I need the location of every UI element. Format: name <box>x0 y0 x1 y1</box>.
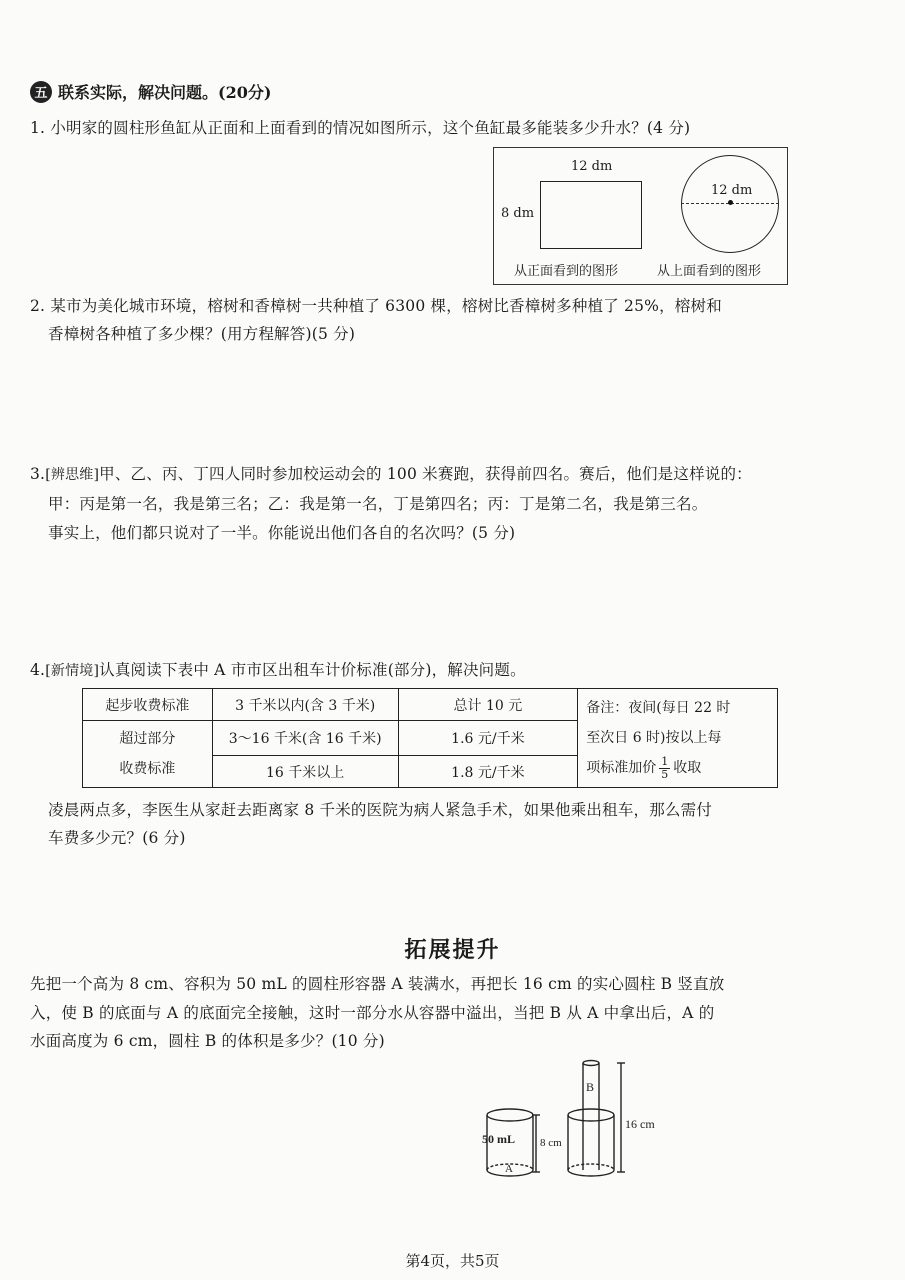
diameter-label: 12 dm <box>711 183 753 198</box>
question-4-tag: [新情境] <box>45 663 100 679</box>
question-3-line-2: 甲：丙是第一名，我是第三名；乙：我是第一名，丁是第四名；丙：丁是第二名，我是第三名。 <box>48 495 708 513</box>
question-4-intro-text: 认真阅读下表中 A 市市区出租车计价标准(部分)，解决问题。 <box>99 661 526 679</box>
table-cell: 3～16 千米(含 16 千米) <box>212 721 398 756</box>
table-cell <box>83 721 213 788</box>
page-footer: 第4页，共5页 <box>405 1252 500 1270</box>
a-height-label: 8 cm <box>540 1137 562 1149</box>
top-view-caption: 从上面看到的图形 <box>657 264 762 279</box>
question-4-number: 4. <box>30 661 46 679</box>
extension-title: 拓展提升 <box>404 937 501 963</box>
taxi-fare-table <box>82 688 778 788</box>
extension-line-2: 入，使 B 的底面与 A 的底面完全接触，这时一部分水从容器中溢出，当把 B 从 A 中拿出后，A 的 <box>30 1004 715 1022</box>
question-3-number: 3. <box>30 465 46 483</box>
cylinders-figure <box>470 1058 670 1188</box>
note-line-3 <box>586 753 769 783</box>
cylinder-b-label: B <box>586 1080 595 1094</box>
question-3-line-1 <box>30 458 800 492</box>
front-view-rectangle <box>540 181 642 249</box>
question-2-line-1: 2. 某市为美化城市环境，榕树和香樟树一共种植了 6300 棵，榕树比香樟树多种植了 25%，榕树和 <box>30 297 722 315</box>
container-a-top <box>487 1109 533 1121</box>
fraction-numerator: 1 <box>661 754 669 768</box>
question-1-text: 1. 小明家的圆柱形鱼缸从正面和上面看到的情况如图所示，这个鱼缸最多能装多少升水？(4 分) <box>30 119 691 137</box>
table-cell-line: 超过部分 <box>119 731 176 747</box>
note-line-3-prefix: 项标准加价 <box>586 760 657 776</box>
question-3-text: 甲、乙、丙、丁四人同时参加校运动会的 100 米赛跑，获得前四名。赛后，他们是这样说的： <box>99 465 752 483</box>
table-cell: 1.6 元/千米 <box>398 721 578 756</box>
note-line-2: 至次日 6 时)按以上每 <box>586 730 722 746</box>
question-4-line-1: 凌晨两点多，李医生从家赶去距离家 8 千米的医院为病人紧急手术，如果他乘出租车，那么需付 <box>48 801 713 819</box>
rect-width-label: 12 dm <box>571 159 613 174</box>
circle-center-dot <box>728 200 733 205</box>
question-4-intro <box>30 654 800 688</box>
b-height-label: 16 cm <box>625 1117 655 1131</box>
table-note-cell <box>578 689 778 788</box>
rect-height-label: 8 dm <box>501 206 535 221</box>
section-number-badge: 五 <box>30 81 52 103</box>
table-cell: 16 千米以上 <box>212 756 398 788</box>
extension-line-3: 水面高度为 6 cm，圆柱 B 的体积是多少？(10 分) <box>30 1032 385 1050</box>
note-line-1: 备注：夜间(每日 22 时 <box>586 700 731 716</box>
fraction-one-fifth <box>659 756 670 781</box>
question-2-line-2: 香樟树各种植了多少棵？(用方程解答)(5 分) <box>48 325 356 343</box>
note-line-3-suffix: 收取 <box>673 760 702 776</box>
section-header <box>30 80 271 103</box>
volume-label: 50 mL <box>482 1132 515 1146</box>
question-3-line-3: 事实上，他们都只说对了一半。你能说出他们各自的名次吗？(5 分) <box>48 524 516 542</box>
table-cell-line: 收费标准 <box>119 761 176 777</box>
section-title: 联系实际，解决问题。(20分) <box>58 83 272 102</box>
extension-line-1: 先把一个高为 8 cm、容积为 50 mL 的圆柱形容器 A 装满水，再把长 16 cm 的实心圆柱 B 竖直放 <box>30 975 725 993</box>
table-cell: 3 千米以内(含 3 千米) <box>212 689 398 721</box>
table-cell: 起步收费标准 <box>83 689 213 721</box>
question-3-tag: [辨思维] <box>45 467 100 483</box>
table-cell: 1.8 元/千米 <box>398 756 578 788</box>
fish-tank-figure <box>493 147 788 285</box>
table-cell: 总计 10 元 <box>398 689 578 721</box>
front-view-caption: 从正面看到的图形 <box>514 264 619 279</box>
table-row <box>83 689 778 721</box>
fraction-denominator: 5 <box>661 767 669 781</box>
question-4-line-2: 车费多少元？(6 分) <box>48 829 186 847</box>
container-a-label: A <box>505 1163 513 1175</box>
